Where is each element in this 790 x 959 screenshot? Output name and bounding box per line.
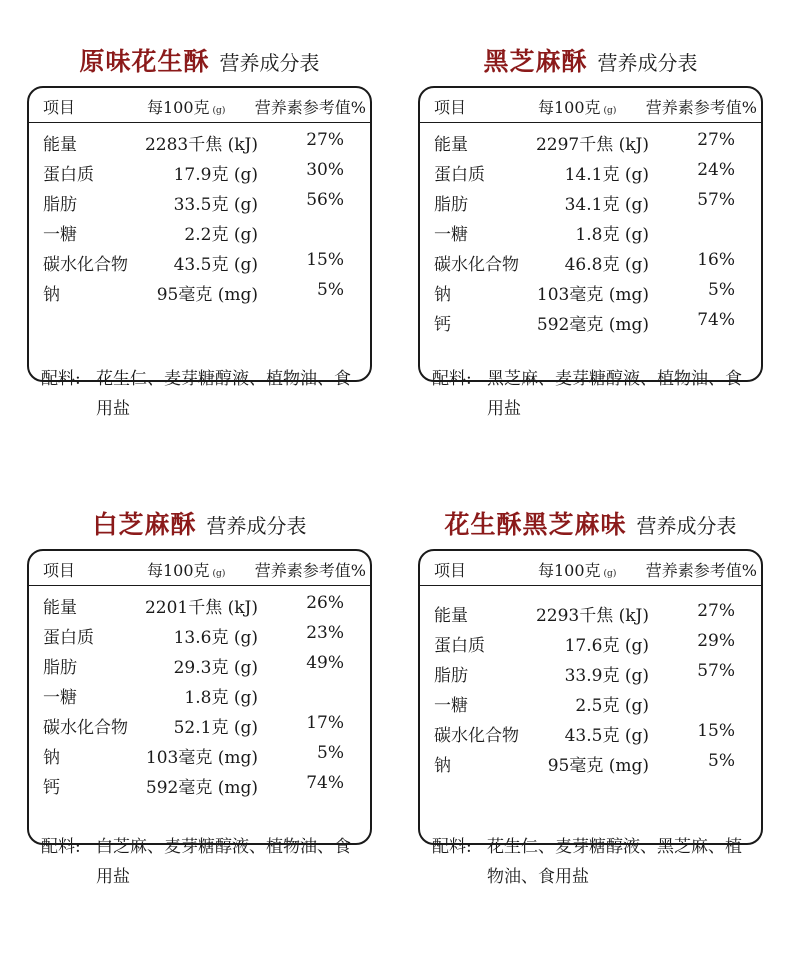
- product-name: 花生酥黑芝麻味: [444, 510, 627, 539]
- header-per-100g: [538, 95, 616, 118]
- header-item: 项目: [43, 561, 76, 580]
- nutrient-name: 脂肪: [434, 666, 468, 686]
- nutrient-name: 脂肪: [434, 195, 468, 215]
- header-nrv: 营养素参考值%: [254, 561, 366, 580]
- panel-title-row: [27, 505, 372, 545]
- table-row: [420, 716, 761, 746]
- nutrient-amount: 2293千焦 (kJ): [535, 606, 649, 626]
- table-row: [29, 215, 370, 245]
- nutrition-panel: [418, 505, 763, 845]
- table-row: [29, 185, 370, 215]
- nutrient-amount: 95毫克 (mg): [547, 756, 649, 776]
- table-row: [29, 648, 370, 678]
- nutrient-amount: 2283千焦 (kJ): [144, 135, 258, 155]
- table-row: [420, 245, 761, 275]
- table-row: [29, 618, 370, 648]
- header-item: 项目: [434, 561, 467, 580]
- nutrient-amount: 34.1克 (g): [564, 195, 649, 215]
- nutrient-nrv: 5%: [708, 751, 735, 771]
- nutrient-name: 碳水化合物: [43, 718, 128, 738]
- nutrient-name: 能量: [434, 606, 468, 626]
- panel-title-row: [27, 42, 372, 82]
- nutrient-name: 能量: [43, 135, 77, 155]
- nutrient-amount: 14.1克 (g): [564, 165, 649, 185]
- table-caption: 营养成分表: [206, 514, 307, 538]
- table-body: [420, 586, 761, 776]
- nutrient-name: 能量: [434, 135, 468, 155]
- nutrient-name: 脂肪: [43, 195, 77, 215]
- nutrient-nrv: 57%: [697, 661, 735, 681]
- nutrient-nrv: 23%: [306, 623, 344, 643]
- nutrient-name: 一糖: [434, 225, 468, 245]
- header-per-unit: (g): [212, 569, 226, 579]
- table-row: [420, 215, 761, 245]
- nutrient-name: 能量: [43, 598, 77, 618]
- ingredients-label: 配料:: [41, 837, 81, 857]
- nutrition-panel: [27, 505, 372, 845]
- ingredients: [432, 364, 752, 428]
- nutrient-nrv: 15%: [306, 250, 344, 270]
- header-per-100g: [147, 95, 225, 118]
- ingredients: [41, 832, 361, 896]
- nutrient-nrv: 15%: [697, 721, 735, 741]
- ingredients-text: 黑芝麻、麦芽糖醇液、植物油、食用盐: [487, 369, 742, 419]
- nutrient-amount: 33.9克 (g): [564, 666, 649, 686]
- nutrient-nrv: 27%: [697, 130, 735, 150]
- nutrient-amount: 2.5克 (g): [575, 696, 649, 716]
- nutrient-name: 脂肪: [43, 658, 77, 678]
- nutrient-name: 钠: [434, 285, 451, 305]
- header-per-label: 每100克: [147, 98, 210, 117]
- table-header: [420, 88, 761, 123]
- nutrient-nrv: 17%: [306, 713, 344, 733]
- table-row: [420, 275, 761, 305]
- nutrient-amount: 103毫克 (mg): [536, 285, 649, 305]
- nutrient-name: 蛋白质: [434, 636, 485, 656]
- nutrition-panel: [418, 42, 763, 382]
- nutrient-nrv: 56%: [306, 190, 344, 210]
- nutrient-nrv: 5%: [317, 743, 344, 763]
- nutrition-table: [418, 86, 763, 382]
- nutrient-nrv: 16%: [697, 250, 735, 270]
- nutrient-nrv: 27%: [306, 130, 344, 150]
- table-row: [29, 708, 370, 738]
- table-body: [420, 123, 761, 335]
- table-body: [29, 586, 370, 798]
- panel-title-row: [418, 42, 763, 82]
- nutrient-nrv: 49%: [306, 653, 344, 673]
- ingredients-label: 配料:: [41, 369, 81, 389]
- table-caption: 营养成分表: [219, 51, 320, 75]
- nutrient-amount: 29.3克 (g): [173, 658, 258, 678]
- nutrient-amount: 17.9克 (g): [173, 165, 258, 185]
- nutrient-amount: 1.8克 (g): [184, 688, 258, 708]
- table-row: [420, 155, 761, 185]
- nutrient-amount: 33.5克 (g): [173, 195, 258, 215]
- header-per-100g: [147, 558, 225, 581]
- header-per-label: 每100克: [538, 561, 601, 580]
- nutrient-nrv: 30%: [306, 160, 344, 180]
- nutrient-name: 钠: [43, 285, 60, 305]
- table-row: [29, 245, 370, 275]
- ingredients-text: 白芝麻、麦芽糖醇液、植物油、食用盐: [96, 837, 351, 887]
- ingredients-label: 配料:: [432, 837, 472, 857]
- table-row: [29, 125, 370, 155]
- table-row: [29, 588, 370, 618]
- nutrient-name: 蛋白质: [43, 165, 94, 185]
- header-nrv: 营养素参考值%: [254, 98, 366, 117]
- nutrient-amount: 43.5克 (g): [173, 255, 258, 275]
- nutrition-table: [27, 549, 372, 845]
- header-item: 项目: [434, 98, 467, 117]
- nutrient-name: 钙: [434, 315, 451, 335]
- table-caption: 营养成分表: [636, 514, 737, 538]
- nutrient-name: 一糖: [43, 688, 77, 708]
- nutrient-nrv: 74%: [306, 773, 344, 793]
- nutrient-nrv: 74%: [697, 310, 735, 330]
- ingredients: [41, 364, 361, 428]
- header-nrv: 营养素参考值%: [645, 98, 757, 117]
- nutrient-nrv: 24%: [697, 160, 735, 180]
- nutrient-amount: 52.1克 (g): [173, 718, 258, 738]
- nutrient-nrv: 5%: [708, 280, 735, 300]
- header-per-label: 每100克: [538, 98, 601, 117]
- header-per-100g: [538, 558, 616, 581]
- nutrient-amount: 13.6克 (g): [173, 628, 258, 648]
- nutrient-amount: 103毫克 (mg): [145, 748, 258, 768]
- table-row: [29, 738, 370, 768]
- table-row: [420, 626, 761, 656]
- nutrient-amount: 43.5克 (g): [564, 726, 649, 746]
- header-per-unit: (g): [603, 106, 617, 116]
- nutrient-name: 碳水化合物: [434, 255, 519, 275]
- table-row: [420, 686, 761, 716]
- nutrient-nrv: 57%: [697, 190, 735, 210]
- table-row: [420, 125, 761, 155]
- table-row: [29, 155, 370, 185]
- nutrient-name: 碳水化合物: [434, 726, 519, 746]
- panel-title-row: [418, 505, 763, 545]
- table-row: [29, 678, 370, 708]
- nutrient-name: 一糖: [434, 696, 468, 716]
- nutrient-nrv: 29%: [697, 631, 735, 651]
- header-per-unit: (g): [603, 569, 617, 579]
- table-row: [420, 596, 761, 626]
- table-header: [420, 551, 761, 586]
- nutrient-amount: 592毫克 (mg): [145, 778, 258, 798]
- ingredients-text: 花生仁、麦芽糖醇液、黑芝麻、植物油、食用盐: [487, 837, 742, 887]
- nutrient-name: 蛋白质: [43, 628, 94, 648]
- header-item: 项目: [43, 98, 76, 117]
- nutrient-amount: 592毫克 (mg): [536, 315, 649, 335]
- nutrient-name: 钠: [43, 748, 60, 768]
- product-name: 原味花生酥: [79, 47, 210, 76]
- nutrient-amount: 2.2克 (g): [184, 225, 258, 245]
- header-nrv: 营养素参考值%: [645, 561, 757, 580]
- table-row: [420, 305, 761, 335]
- ingredients: [432, 832, 752, 896]
- product-name: 黑芝麻酥: [483, 47, 588, 76]
- nutrient-nrv: 26%: [306, 593, 344, 613]
- table-row: [420, 185, 761, 215]
- nutrient-name: 钠: [434, 756, 451, 776]
- nutrient-name: 蛋白质: [434, 165, 485, 185]
- nutrient-amount: 2201千焦 (kJ): [144, 598, 258, 618]
- nutrition-table: [418, 549, 763, 845]
- nutrient-amount: 1.8克 (g): [575, 225, 649, 245]
- nutrition-table: [27, 86, 372, 382]
- table-header: [29, 88, 370, 123]
- table-header: [29, 551, 370, 586]
- nutrition-panel: [27, 42, 372, 382]
- table-row: [29, 275, 370, 305]
- table-row: [420, 746, 761, 776]
- nutrient-amount: 46.8克 (g): [564, 255, 649, 275]
- table-row: [420, 656, 761, 686]
- nutrient-name: 钙: [43, 778, 60, 798]
- nutrient-amount: 2297千焦 (kJ): [535, 135, 649, 155]
- table-body: [29, 123, 370, 305]
- header-per-unit: (g): [212, 106, 226, 116]
- nutrient-nrv: 27%: [697, 601, 735, 621]
- ingredients-label: 配料:: [432, 369, 472, 389]
- nutrient-name: 一糖: [43, 225, 77, 245]
- header-per-label: 每100克: [147, 561, 210, 580]
- ingredients-text: 花生仁、麦芽糖醇液、植物油、食用盐: [96, 369, 351, 419]
- nutrient-amount: 95毫克 (mg): [156, 285, 258, 305]
- nutrient-name: 碳水化合物: [43, 255, 128, 275]
- table-caption: 营养成分表: [597, 51, 698, 75]
- nutrient-nrv: 5%: [317, 280, 344, 300]
- nutrient-amount: 17.6克 (g): [564, 636, 649, 656]
- table-row: [29, 768, 370, 798]
- product-name: 白芝麻酥: [92, 510, 197, 539]
